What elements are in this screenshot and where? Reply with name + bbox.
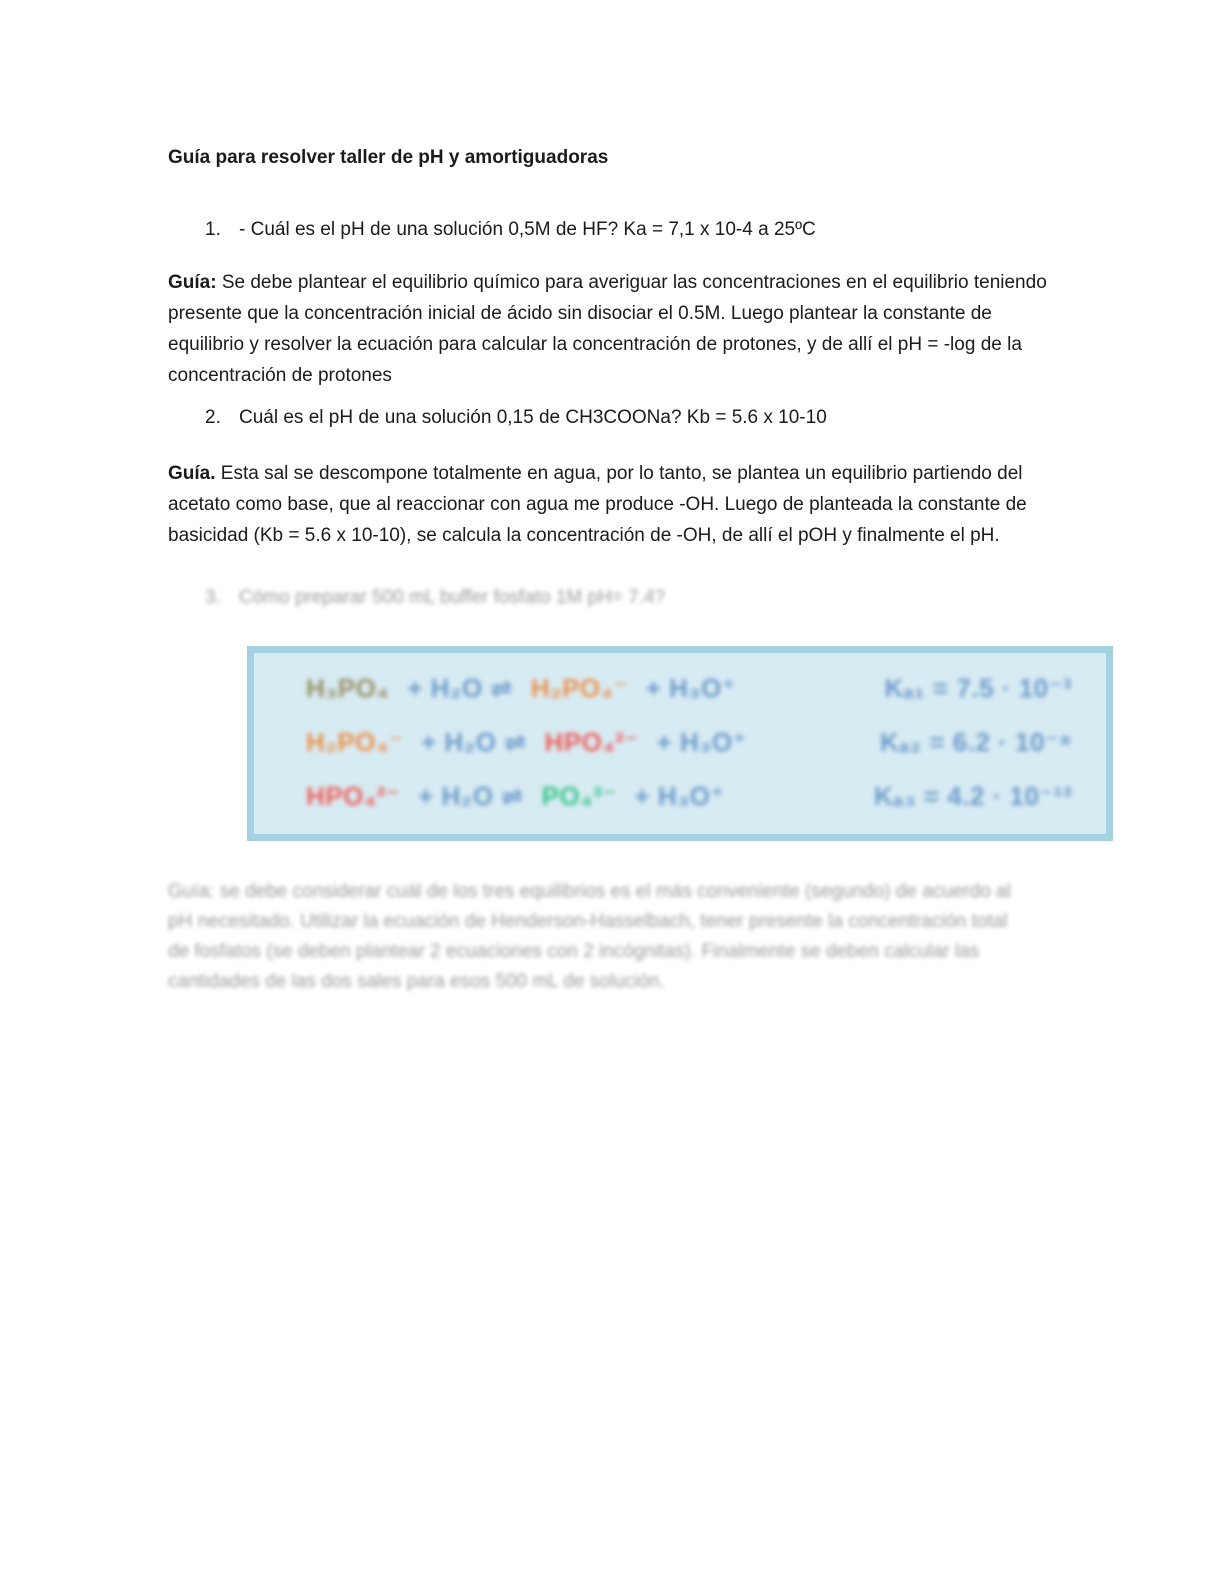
question-2-text: Cuál es el pH de una solución 0,15 de CH3COONa? Kb = 5.6 x 10-10	[239, 407, 827, 428]
guide-2-label: Guía.	[168, 463, 216, 484]
reactant-formula: H₂PO₄⁻	[306, 726, 404, 757]
ka-expression: Kₐ₃ = 4.2 · 10⁻¹³	[874, 781, 1072, 812]
blurred-line: pH necesitado. Utilizar la ecuación de Henderson-Hasselbach, tener presente la concentración total	[168, 911, 1008, 932]
ka-expression: Kₐ₁ = 7.5 · 10⁻³	[884, 672, 1072, 703]
guide-2-text: Esta sal se descompone totalmente en agua, por lo tanto, se plantea un equilibrio partiendo del acetato como base, que al reaccionar con agua me produce -OH. Luego de planteada la constante de basicidad (Kb = 5.6 x 10-10), se calcula la concentración de -OH, de allí el pOH y finalmente el pH.	[168, 463, 1027, 546]
plus-water-term: + H₂O ⇌	[421, 726, 527, 757]
question-1-text: - Cuál es el pH de una solución 0,5M de HF? Ka = 7,1 x 10-4 a 25ºC	[239, 219, 816, 240]
closing-paragraph-blurred	[168, 877, 1064, 997]
equation-row-3	[306, 781, 1072, 812]
question-2	[168, 402, 1064, 433]
guide-1-text: Se debe plantear el equilibrio químico para averiguar las concentraciones en el equilibrio teniendo presente que la concentración inicial de ácido sin disociar el 0.5M. Luego plantear la constante de equilibrio y resolver la ecuación para calcular la concentración de protones, y de allí el pH = -log de la concentración de protones	[168, 272, 1047, 386]
product-formula: H₂PO₄⁻	[530, 672, 628, 703]
plus-hydronium-term: + H₃O⁺	[645, 672, 736, 703]
equation-row-2	[306, 727, 1072, 758]
plus-hydronium-term: + H₃O⁺	[634, 781, 725, 812]
blurred-line: cantidades de las dos sales para esos 500 mL de solución.	[168, 971, 665, 992]
question-3-blurred	[168, 582, 1064, 613]
reactant-formula: HPO₄²⁻	[306, 781, 401, 812]
equation-row-1	[306, 673, 1072, 704]
blurred-line: Guía: se debe considerar cuál de los tres equilibrios es el más conveniente (segundo) de acuerdo al	[168, 881, 1011, 902]
reactant-formula: H₃PO₄	[306, 672, 390, 703]
guide-paragraph-1	[168, 267, 1068, 391]
product-formula: PO₄³⁻	[541, 781, 617, 812]
question-1	[168, 214, 1064, 245]
plus-hydronium-term: + H₃O⁺	[656, 726, 747, 757]
product-formula: HPO₄²⁻	[544, 726, 639, 757]
question-3-text: Cómo preparar 500 mL buffer fosfato 1M pH= 7.4?	[239, 587, 666, 608]
question-2-number: 2.	[205, 407, 221, 428]
guide-paragraph-2	[168, 458, 1068, 551]
ka-expression: Kₐ₂ = 6.2 · 10⁻⁸	[880, 726, 1072, 757]
question-1-number: 1.	[205, 219, 221, 240]
page-title: Guía para resolver taller de pH y amortiguadoras	[168, 147, 609, 168]
plus-water-term: + H₂O ⇌	[418, 781, 524, 812]
phosphoric-acid-equilibria-figure	[247, 646, 1113, 841]
plus-water-term: + H₂O ⇌	[407, 672, 513, 703]
question-3-number: 3.	[205, 587, 221, 608]
guide-1-label: Guía:	[168, 272, 217, 293]
blurred-line: de fosfatos (se deben plantear 2 ecuaciones con 2 incógnitas). Finalmente se deben calcular las	[168, 941, 980, 962]
